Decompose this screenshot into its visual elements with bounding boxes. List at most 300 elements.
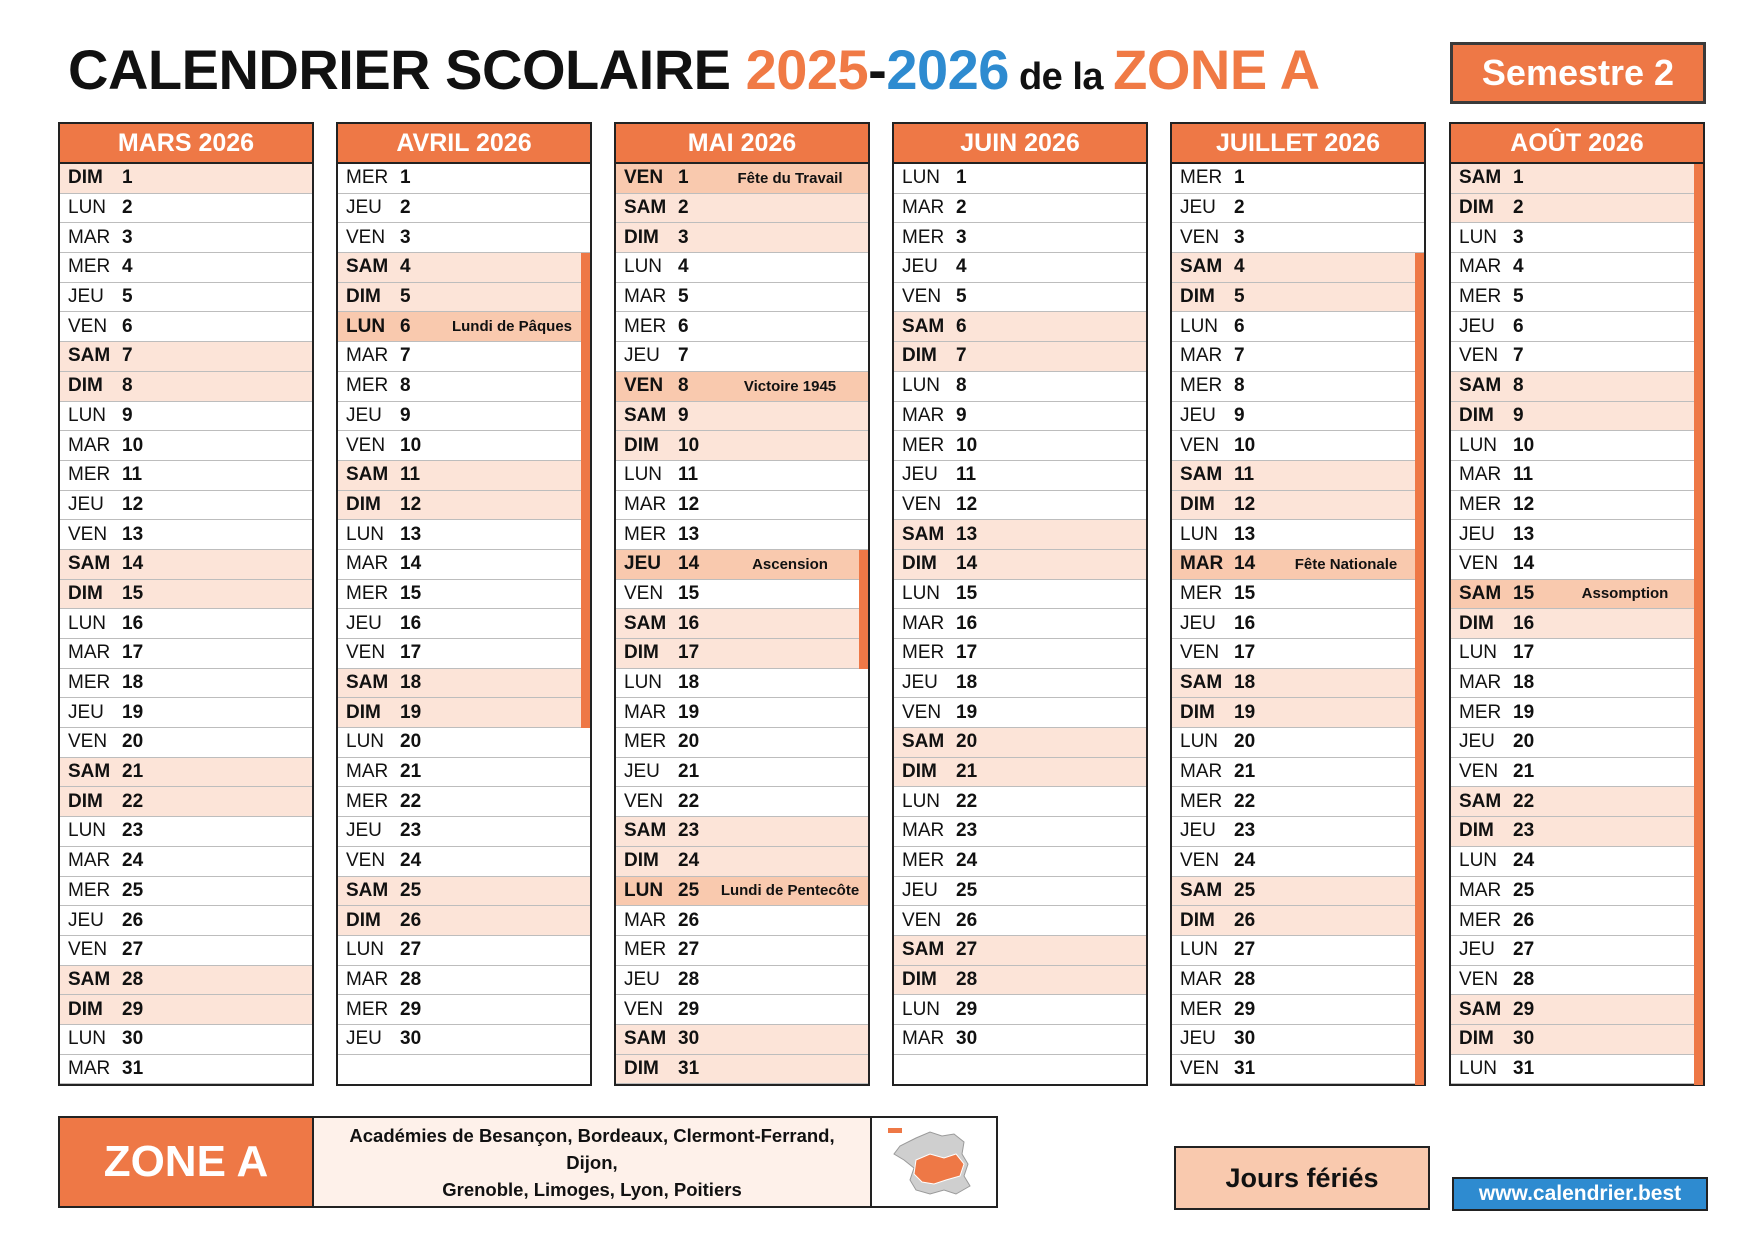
- day-number: 13: [122, 523, 144, 545]
- day-row: [1172, 520, 1424, 550]
- day-name: SAM: [902, 939, 945, 961]
- day-row: [60, 550, 312, 580]
- day-row: [616, 936, 868, 966]
- day-number: 9: [400, 404, 411, 426]
- day-number: 5: [122, 286, 133, 308]
- day-row: [338, 966, 590, 996]
- day-row: [894, 817, 1146, 847]
- day-name: DIM: [624, 1057, 659, 1079]
- day-name: DIM: [1180, 909, 1215, 931]
- day-name: DIM: [1459, 612, 1494, 634]
- day-row: [1451, 847, 1703, 877]
- day-name: MAR: [68, 850, 111, 872]
- day-row: [616, 550, 868, 580]
- day-number: 15: [1513, 582, 1535, 604]
- day-number: 12: [400, 493, 422, 515]
- month-header: MARS 2026: [60, 124, 312, 164]
- day-row: [1451, 906, 1703, 936]
- day-row: [894, 194, 1146, 224]
- vacation-bar: [1694, 164, 1703, 1085]
- day-name: SAM: [346, 672, 389, 694]
- day-name: LUN: [346, 315, 386, 337]
- day-name: JEU: [346, 612, 382, 634]
- day-number: 14: [400, 553, 422, 575]
- day-number: 3: [956, 226, 967, 248]
- day-name: LUN: [902, 375, 941, 397]
- day-name: VEN: [1459, 345, 1499, 367]
- day-row: [338, 550, 590, 580]
- day-name: MER: [1180, 167, 1223, 189]
- day-name: JEU: [624, 345, 660, 367]
- day-name: DIM: [68, 582, 103, 604]
- day-row: [1172, 461, 1424, 491]
- day-number: 20: [1513, 731, 1535, 753]
- day-row: [616, 194, 868, 224]
- day-name: SAM: [1459, 375, 1502, 397]
- day-name: VEN: [902, 701, 942, 723]
- day-name: MER: [346, 582, 389, 604]
- day-row: [616, 1055, 868, 1085]
- day-name: DIM: [624, 226, 659, 248]
- day-name: JEU: [68, 493, 104, 515]
- day-row: [338, 520, 590, 550]
- day-row: [616, 223, 868, 253]
- day-name: MAR: [1459, 879, 1502, 901]
- day-number: 17: [678, 642, 700, 664]
- day-name: VEN: [1459, 553, 1499, 575]
- day-name: SAM: [1459, 998, 1502, 1020]
- day-number: 25: [1234, 879, 1256, 901]
- day-row: [894, 877, 1146, 907]
- day-number: 15: [678, 582, 700, 604]
- vacation-bar: [1415, 253, 1424, 1085]
- day-name: VEN: [624, 790, 664, 812]
- day-row: [894, 847, 1146, 877]
- day-row: [1451, 283, 1703, 313]
- day-number: 1: [1513, 167, 1524, 189]
- day-number: 8: [1234, 375, 1245, 397]
- day-name: MER: [1459, 493, 1502, 515]
- day-number: 21: [1234, 761, 1256, 783]
- day-row: [1172, 283, 1424, 313]
- day-name: DIM: [68, 998, 103, 1020]
- day-name: JEU: [68, 909, 104, 931]
- map-legend-mark: [888, 1128, 902, 1133]
- day-name: MER: [346, 167, 389, 189]
- day-list: [894, 164, 1146, 1055]
- day-name: DIM: [624, 642, 659, 664]
- day-number: 27: [678, 939, 700, 961]
- day-number: 14: [1234, 553, 1256, 575]
- day-row: [616, 461, 868, 491]
- day-number: 13: [1513, 523, 1535, 545]
- month-header: AVRIL 2026: [338, 124, 590, 164]
- page-title: [68, 30, 1320, 110]
- day-number: 6: [400, 315, 411, 337]
- day-row: [338, 312, 590, 342]
- day-name: SAM: [624, 1028, 667, 1050]
- day-number: 19: [956, 701, 978, 723]
- day-number: 23: [678, 820, 700, 842]
- day-row: [1172, 609, 1424, 639]
- day-number: 10: [400, 434, 422, 456]
- day-name: JEU: [346, 197, 382, 219]
- day-row: [894, 966, 1146, 996]
- day-number: 2: [400, 197, 411, 219]
- day-row: [338, 787, 590, 817]
- day-row: [894, 698, 1146, 728]
- day-number: 18: [956, 672, 978, 694]
- month-table: [892, 122, 1148, 1086]
- day-number: 1: [956, 167, 967, 189]
- day-row: [1451, 936, 1703, 966]
- day-row: [616, 372, 868, 402]
- day-row: [894, 164, 1146, 194]
- day-name: DIM: [346, 909, 381, 931]
- day-row: [1172, 877, 1424, 907]
- day-row: [1172, 787, 1424, 817]
- day-name: JEU: [902, 672, 938, 694]
- day-row: [1451, 995, 1703, 1025]
- day-row: [894, 550, 1146, 580]
- day-number: 12: [1234, 493, 1256, 515]
- day-number: 22: [956, 790, 978, 812]
- day-row: [60, 223, 312, 253]
- day-row: [616, 787, 868, 817]
- day-name: VEN: [346, 642, 386, 664]
- day-number: 21: [1513, 761, 1535, 783]
- day-number: 28: [678, 968, 700, 990]
- day-name: JEU: [1459, 731, 1495, 753]
- day-row: [616, 1025, 868, 1055]
- day-number: 2: [956, 197, 967, 219]
- day-row: [338, 431, 590, 461]
- day-number: 22: [400, 790, 422, 812]
- day-row: [616, 609, 868, 639]
- holiday-label: Fête du Travail: [737, 169, 843, 187]
- day-row: [616, 312, 868, 342]
- day-row: [1451, 728, 1703, 758]
- day-number: 15: [1234, 582, 1256, 604]
- day-name: MAR: [624, 493, 667, 515]
- day-name: LUN: [346, 939, 385, 961]
- day-number: 1: [1234, 167, 1245, 189]
- day-number: 10: [122, 434, 144, 456]
- day-name: VEN: [1180, 642, 1220, 664]
- day-number: 5: [1234, 286, 1245, 308]
- day-name: DIM: [346, 493, 381, 515]
- day-name: JEU: [68, 701, 104, 723]
- day-row: [338, 580, 590, 610]
- day-row: [894, 936, 1146, 966]
- day-number: 19: [122, 701, 144, 723]
- day-name: MER: [1459, 286, 1502, 308]
- day-row: [60, 966, 312, 996]
- day-name: MAR: [1180, 345, 1223, 367]
- day-row: [616, 906, 868, 936]
- day-number: 8: [400, 375, 411, 397]
- day-name: LUN: [68, 404, 107, 426]
- day-row: [616, 669, 868, 699]
- day-number: 13: [400, 523, 422, 545]
- day-name: JEU: [1459, 939, 1495, 961]
- day-row: [1172, 312, 1424, 342]
- website-link[interactable]: www.calendrier.best: [1452, 1177, 1708, 1211]
- day-number: 2: [122, 197, 133, 219]
- day-name: VEN: [1180, 226, 1220, 248]
- day-row: [616, 402, 868, 432]
- day-name: MAR: [346, 761, 389, 783]
- day-name: JEU: [624, 968, 660, 990]
- day-row: [338, 758, 590, 788]
- day-name: DIM: [68, 790, 103, 812]
- day-row: [60, 669, 312, 699]
- day-row: [1451, 372, 1703, 402]
- day-row: [1172, 817, 1424, 847]
- day-name: VEN: [624, 375, 664, 397]
- day-number: 5: [956, 286, 967, 308]
- day-number: 6: [1513, 315, 1524, 337]
- day-row: [894, 787, 1146, 817]
- day-row: [1172, 639, 1424, 669]
- day-name: LUN: [1180, 523, 1219, 545]
- day-number: 28: [400, 968, 422, 990]
- day-row: [60, 906, 312, 936]
- day-row: [1451, 223, 1703, 253]
- day-number: 26: [122, 909, 144, 931]
- day-name: DIM: [1459, 820, 1494, 842]
- day-number: 3: [1234, 226, 1245, 248]
- day-number: 26: [400, 909, 422, 931]
- day-name: LUN: [1459, 1057, 1498, 1079]
- day-name: VEN: [902, 493, 942, 515]
- day-name: MAR: [68, 1057, 111, 1079]
- day-name: JEU: [346, 820, 382, 842]
- day-number: 23: [1513, 820, 1535, 842]
- day-row: [1172, 906, 1424, 936]
- day-name: VEN: [346, 434, 386, 456]
- day-number: 28: [956, 968, 978, 990]
- day-number: 11: [400, 464, 421, 486]
- day-row: [338, 402, 590, 432]
- day-row: [894, 995, 1146, 1025]
- holiday-label: Assomption: [1581, 585, 1669, 603]
- day-row: [1172, 372, 1424, 402]
- day-row: [894, 461, 1146, 491]
- day-name: JEU: [346, 1028, 382, 1050]
- day-name: MAR: [1459, 256, 1502, 278]
- day-number: 7: [122, 345, 133, 367]
- month-table: [1449, 122, 1705, 1086]
- day-row: [60, 283, 312, 313]
- day-name: JEU: [902, 256, 938, 278]
- day-number: 24: [678, 850, 700, 872]
- day-name: MAR: [346, 553, 389, 575]
- day-name: SAM: [68, 968, 111, 990]
- day-number: 6: [122, 315, 133, 337]
- day-name: SAM: [68, 345, 111, 367]
- day-row: [1451, 580, 1703, 610]
- day-number: 3: [1513, 226, 1524, 248]
- day-name: DIM: [902, 553, 937, 575]
- day-name: DIM: [1180, 701, 1215, 723]
- day-number: 28: [1513, 968, 1535, 990]
- day-name: SAM: [902, 523, 945, 545]
- day-name: VEN: [346, 226, 386, 248]
- day-number: 30: [1513, 1028, 1535, 1050]
- day-number: 5: [400, 286, 411, 308]
- day-number: 27: [1513, 939, 1535, 961]
- day-row: [338, 906, 590, 936]
- day-row: [894, 520, 1146, 550]
- day-number: 17: [122, 642, 144, 664]
- day-number: 19: [678, 701, 700, 723]
- day-name: MAR: [1459, 672, 1502, 694]
- day-name: MER: [902, 642, 945, 664]
- month-header: JUIN 2026: [894, 124, 1146, 164]
- day-row: [60, 847, 312, 877]
- day-number: 25: [956, 879, 978, 901]
- month-header: JUILLET 2026: [1172, 124, 1424, 164]
- day-number: 18: [122, 672, 144, 694]
- day-row: [1451, 669, 1703, 699]
- day-name: LUN: [346, 731, 385, 753]
- day-name: SAM: [346, 879, 389, 901]
- day-number: 21: [400, 761, 422, 783]
- day-name: DIM: [1459, 404, 1494, 426]
- day-row: [1451, 966, 1703, 996]
- day-row: [60, 194, 312, 224]
- day-row: [1451, 698, 1703, 728]
- day-number: 26: [956, 909, 978, 931]
- day-list: [616, 164, 868, 1084]
- day-number: 17: [956, 642, 978, 664]
- day-name: SAM: [624, 820, 667, 842]
- day-row: [338, 639, 590, 669]
- day-row: [60, 995, 312, 1025]
- day-name: JEU: [346, 404, 382, 426]
- day-number: 22: [1513, 790, 1535, 812]
- day-name: VEN: [68, 315, 108, 337]
- day-row: [616, 639, 868, 669]
- day-row: [60, 1055, 312, 1085]
- day-name: DIM: [68, 167, 103, 189]
- day-row: [338, 461, 590, 491]
- day-number: 7: [1513, 345, 1524, 367]
- day-number: 27: [956, 939, 978, 961]
- day-name: DIM: [624, 434, 659, 456]
- day-name: DIM: [902, 761, 937, 783]
- day-number: 16: [956, 612, 978, 634]
- day-name: JEU: [1180, 612, 1216, 634]
- day-row: [1451, 342, 1703, 372]
- day-number: 26: [1513, 909, 1535, 931]
- title-text: CALENDRIER SCOLAIRE: [68, 38, 746, 101]
- day-list: [1172, 164, 1424, 1084]
- day-name: MAR: [624, 909, 667, 931]
- academies-list: [314, 1118, 872, 1206]
- day-row: [1451, 312, 1703, 342]
- day-name: MAR: [902, 404, 945, 426]
- day-list: [60, 164, 312, 1084]
- day-row: [894, 580, 1146, 610]
- day-row: [60, 461, 312, 491]
- day-row: [894, 253, 1146, 283]
- day-row: [60, 312, 312, 342]
- day-row: [1172, 491, 1424, 521]
- month-header: AOÛT 2026: [1451, 124, 1703, 164]
- day-number: 8: [122, 375, 133, 397]
- vacation-bar: [581, 253, 590, 728]
- day-name: DIM: [346, 286, 381, 308]
- day-number: 9: [678, 404, 689, 426]
- day-list: [1451, 164, 1703, 1084]
- day-name: SAM: [624, 404, 667, 426]
- day-name: LUN: [902, 582, 941, 604]
- day-number: 4: [678, 256, 689, 278]
- day-number: 13: [678, 523, 700, 545]
- day-row: [338, 728, 590, 758]
- day-number: 3: [400, 226, 411, 248]
- day-row: [338, 698, 590, 728]
- day-row: [60, 253, 312, 283]
- day-number: 1: [122, 167, 133, 189]
- day-row: [338, 194, 590, 224]
- day-name: SAM: [902, 315, 945, 337]
- day-row: [60, 758, 312, 788]
- day-name: DIM: [624, 850, 659, 872]
- day-row: [338, 283, 590, 313]
- day-name: SAM: [1180, 879, 1223, 901]
- day-number: 29: [1513, 998, 1535, 1020]
- day-row: [616, 728, 868, 758]
- day-row: [338, 936, 590, 966]
- day-row: [1451, 639, 1703, 669]
- day-row: [616, 698, 868, 728]
- day-row: [1172, 431, 1424, 461]
- day-number: 9: [122, 404, 133, 426]
- day-name: MAR: [1180, 553, 1224, 575]
- day-name: JEU: [1459, 523, 1495, 545]
- day-name: LUN: [346, 523, 385, 545]
- day-number: 25: [1513, 879, 1535, 901]
- day-name: LUN: [1180, 315, 1219, 337]
- day-row: [1172, 698, 1424, 728]
- day-name: LUN: [624, 464, 663, 486]
- day-number: 29: [678, 998, 700, 1020]
- day-number: 23: [956, 820, 978, 842]
- day-number: 7: [956, 345, 967, 367]
- day-name: MER: [1459, 909, 1502, 931]
- day-name: MER: [902, 226, 945, 248]
- day-name: VEN: [902, 909, 942, 931]
- day-row: [1451, 194, 1703, 224]
- day-row: [894, 491, 1146, 521]
- day-number: 26: [678, 909, 700, 931]
- day-name: SAM: [1459, 790, 1502, 812]
- day-name: MAR: [346, 968, 389, 990]
- day-row: [1451, 609, 1703, 639]
- day-number: 11: [122, 464, 143, 486]
- day-number: 27: [122, 939, 144, 961]
- day-name: MAR: [346, 345, 389, 367]
- day-name: DIM: [68, 375, 103, 397]
- day-number: 24: [1513, 850, 1535, 872]
- day-number: 20: [1234, 731, 1256, 753]
- day-row: [338, 609, 590, 639]
- day-name: VEN: [1459, 761, 1499, 783]
- day-number: 2: [1513, 197, 1524, 219]
